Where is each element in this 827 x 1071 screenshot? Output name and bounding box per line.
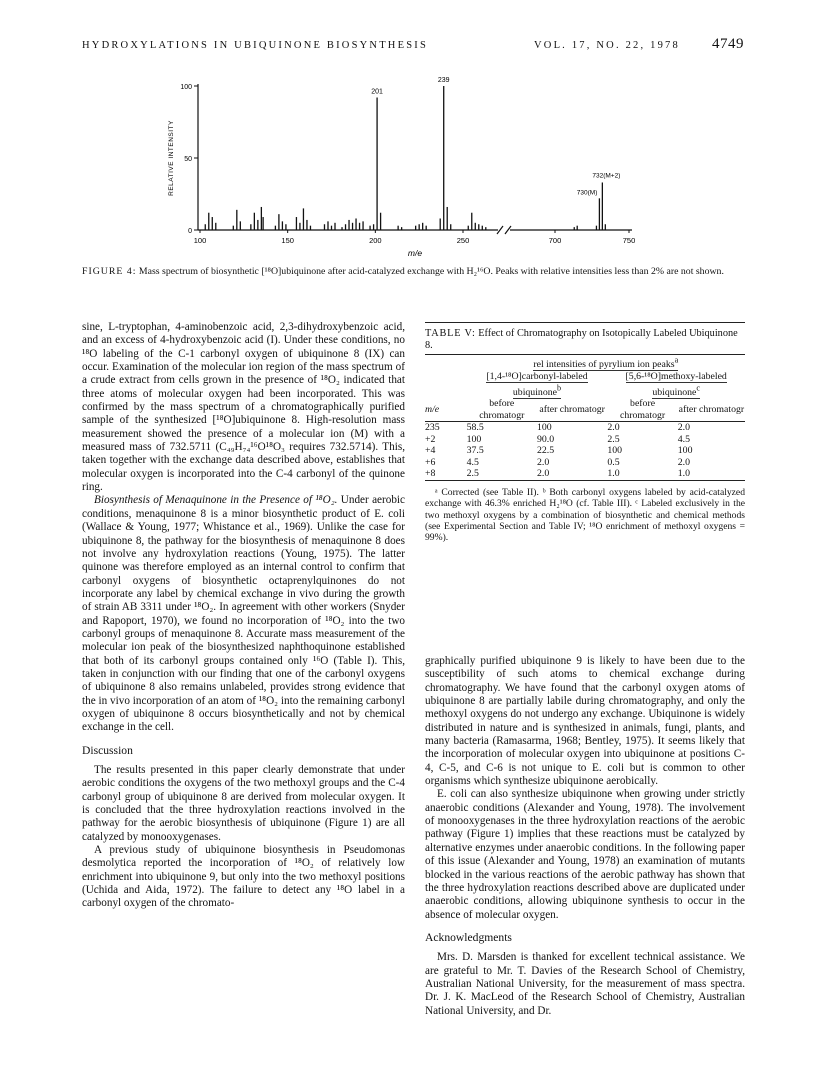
paragraph: The results presented in this paper clearly demonstrate that under aerobic conditions the oxygens of the two methoxyl groups and the C-4 carbonyl group of ubiquinone 8 are derived from molecular oxygen. It is concluded that the three hydroxylation reactions involved in the pathway for the aerobic biosynthesis of ubiquinone (Figure 1) are all catalyzed by monooxygenases. <box>82 764 405 843</box>
paragraph: sine, L-tryptophan, 4-aminobenzoic acid, 2,3-dihydroxybenzoic acid, and an excess of 4-hydroxybenzoic acid (I). Under these conditions, no ¹⁸O labeling of the C-1 carbonyl oxygen of ubiquinone 8 (IX) can occur. Examination of the molecular ion region of the mass spectrum of a crude extract from cells grown in the presence of ¹⁸O₂ indicated that three atoms of molecular oxygen had been incorporated. This was confirmed by the mass spectrum of a chromatographically purified sample of the synthesized [¹⁸O]ubiquinone 8. High-resolution mass measurement showed the presence of a molecular ion (M) with a measured mass of 732.5711 (C₄₉H₇₄¹⁶O¹⁸O₃ requires 732.5714). This, taken together with the exchange data described above, establishes that molecular oxygen is incorporated into the C-4 carbonyl of the quinone ring. <box>82 321 405 494</box>
x-tick-label: 100 <box>193 236 207 245</box>
col-group-2: [5,6-¹⁸O]methoxy-labeled ubiquinone$^c$ <box>625 370 727 398</box>
table-title-text: Effect of Chromatography on Isotopically Labeled Ubiquinone 8. <box>425 328 738 351</box>
table-label: TABLE V: <box>425 328 476 339</box>
table-v <box>425 322 745 544</box>
peak-label: 730(M) <box>576 189 598 197</box>
col-before: before chromatogr <box>467 398 537 422</box>
x-tick-label: 700 <box>548 236 562 245</box>
table-row: 235 58.5 100 2.0 2.0 <box>425 422 691 434</box>
y-tick-label: 50 <box>184 156 192 163</box>
paragraph-text: Under aerobic conditions, menaquinone 8 is a minor biosynthetic product of E. coli (Wallace & Young, 1977; Whistance et al., 1969). Unlike the case for ubiquinone 8, the pathway for the biosynthesis of menaquinone 8 does not involve any hydroxylation reactions (Young, 1975). The latter quinone was therefore employed as an internal control to confirm that carbonyl oxygens of biosynthetic octaprenylquinones do not incorporate any label by chemical exchange in vivo during the growth of strain AB 3311 under ¹⁸O₂. In agreement with other workers (Snyder and Rapoport, 1970), we found no incorporation of ¹⁸O₂ into the two carbonyl groups of menaquinone 8. Accurate mass measurement of the molecular ion peak of the biosynthesized naphthoquinone established that both of its carbonyl groups contained only ¹⁶O (Table I). This, taken in conjunction with our finding that one of the carbonyl oxygens of ubiquinone 8 also remains unlabeled, provides strong evidence that the in vivo incorporation of an atom of ¹⁸O₂ into the remaining carbonyl oxygen of ubiquinone 8 occurs biosynthetically and not by chemical exchange in the cell. <box>82 494 406 734</box>
table-row: +6 4.5 2.0 0.5 2.0 <box>425 456 691 468</box>
table-footnote-text: ᵃ Corrected (see Table II). ᵇ Both carbonyl oxygens labeled by acid-catalyzed exchange with 46.3% enriched H₂¹⁸O (cf. Table III). ᶜ Labeled exclusively in the two methoxyl oxygens by a combination of biosynthetic and chemical methods (see Experimental Section and Table IV; ¹⁸O enrichment of methoxyl oxygens = 99%). <box>425 486 745 544</box>
mass-spectrum-figure <box>0 0 827 262</box>
peak-label: 201 <box>371 88 383 96</box>
col-before: before chromatogr <box>607 398 677 422</box>
volume-info: VOL. 17, NO. 22, 1978 <box>534 40 680 51</box>
figure-caption <box>82 266 750 278</box>
running-title: HYDROXYLATIONS IN UBIQUINONE BIOSYNTHESIS <box>82 40 428 51</box>
table-v-grid <box>425 354 745 481</box>
y-tick-label: 100 <box>180 84 192 91</box>
right-column <box>425 655 745 1018</box>
figure-label: FIGURE 4: <box>82 266 137 277</box>
peak-label: 239 <box>437 77 450 84</box>
x-axis-label: m/e <box>407 248 423 258</box>
left-column <box>82 321 405 911</box>
col-me: m/e <box>425 403 440 415</box>
col-after: after chromatogr <box>537 398 607 422</box>
x-tick-label: 200 <box>369 236 382 245</box>
paragraph: E. coli can also synthesize ubiquinone when growing under strictly anaerobic conditions (Alexander and Young, 1978). The involvement of monooxygenases in the three hydroxylation reactions of the aerobic pathway (Figure 1) implies that these reactions must be catalyzed by alternative enzymes under anaerobic conditions. In the following paper of this issue (Alexander and Young, 1978) an examination of mutants blocked in the various reactions of the aerobic pathway has shown that the three hydroxylation reactions described above are duplicated under anaerobic conditions, allowing ubiquinone synthesis to occur in the absence of molecular oxygen. <box>425 788 745 921</box>
paragraph: A previous study of ubiquinone biosynthesis in Pseudomonas desmolytica reported the incorporation of ¹⁸O₂ of relatively low enrichment into ubiquinone 9, but only into the two methoxyl positions (Uchida and Aida, 1972). The failure to detect any ¹⁸O label in a carbonyl oxygen of the chromato- <box>82 844 405 910</box>
table-row: +4 37.5 22.5 100 100 <box>425 445 693 457</box>
table-title <box>425 328 745 351</box>
discussion-heading: Discussion <box>82 743 133 757</box>
col-after: after chromatogr <box>678 398 745 422</box>
acknowledgments-heading: Acknowledgments <box>425 930 512 944</box>
table-row: +2 100 90.0 2.5 4.5 <box>425 433 691 445</box>
table-row: +8 2.5 2.0 1.0 1.0 <box>425 468 745 480</box>
paragraph: graphically purified ubiquinone 9 is likely to have been due to the susceptibility of such atoms to chemical exchange during chromatography. We have found that the carbonyl oxygen atoms of ubiquinone 8 are partially labile during chromatography, and only the methoxyl oxygens do not undergo any exchange. Ubiquinone is widely distributed in nature and is synthesized in animals, fungi, plants, and many bacteria (Ramasarma, 1968; Bentley, 1975). It seems likely that the incorporation of molecular oxygen into ubiquinone at positions C-4, C-5, and C-6 is not unique to E. coli but is common to other organisms which synthesize ubiquinone aerobically. <box>425 655 745 788</box>
peak-label: 732(M+2) <box>592 172 621 180</box>
group-header: rel intensities of pyrylium ion peaks$^a$ <box>533 356 679 371</box>
y-axis-label: RELATIVE INTENSITY <box>168 120 175 196</box>
paragraph: Mrs. D. Marsden is thanked for excellent technical assistance. We are grateful to Mr. T. Davies of the Research School of Chemistry, Australian National University, for the measurement of mass spectra. Dr. J. K. MacLeod of the Research School of Chemistry, Australian National University, and Dr. <box>425 951 745 1017</box>
table-footnotes <box>425 487 745 544</box>
figure-caption-text: Mass spectrum of biosynthetic [¹⁸O]ubiquinone after acid-catalyzed exchange with H₂¹⁶O. Peaks with relative intensities less than 2% are not shown. <box>138 266 724 277</box>
x-tick-label: 150 <box>281 236 294 245</box>
x-tick-label: 250 <box>456 236 470 245</box>
section-run-in-title: Biosynthesis of Menaquinone in the Presence of ¹⁸O₂. <box>94 494 338 507</box>
paragraph <box>82 494 405 734</box>
col-group-1: [1,4-¹⁸O]carbonyl-labeled ubiquinone$^b$ <box>486 370 588 398</box>
y-tick-label: 0 <box>188 228 192 235</box>
x-tick-label: 750 <box>622 236 636 245</box>
page-number: 4749 <box>712 36 744 52</box>
